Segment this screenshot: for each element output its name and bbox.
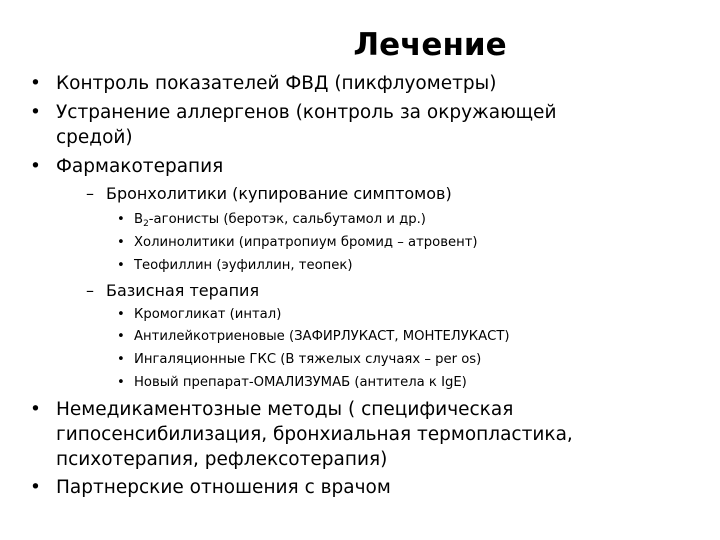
bullet-dot: • — [117, 329, 125, 344]
bullet-dot: • — [30, 477, 41, 498]
bullet-dot: • — [117, 375, 125, 390]
subsubitem-b2-agonists: $B_2$-агонисты (беротэк, сальбутамол и др.) — [134, 212, 426, 229]
bullet-dot: • — [117, 258, 125, 273]
subitem-bronchodilators: Бронхолитики (купирование симптомов) — [106, 184, 452, 203]
bullet-dot: • — [117, 212, 125, 227]
dash-marker: – — [86, 281, 94, 300]
subsubitem-antileukotrienes: Антилейкотриеновые (ЗАФИРЛУКАСТ, МОНТЕЛУКАСТ) — [134, 329, 510, 344]
bullet-text-4: Немедикаментозные методы ( специфическая — [56, 399, 514, 420]
bullet-dot: • — [117, 352, 125, 367]
subsubitem-cromoglycate: Кромогликат (интал) — [134, 307, 282, 322]
bullet-text-4-cont-1: гипосенсибилизация, бронхиальная термопластика, — [56, 424, 573, 445]
bullet-text-2-cont: средой) — [56, 127, 133, 148]
bullet-text-2: Устранение аллергенов (контроль за окружающей — [56, 102, 557, 123]
bullet-dot: • — [30, 102, 41, 123]
bullet-dot: • — [30, 73, 41, 94]
bullet-text-1: Контроль показателей ФВД (пикфлуометры) — [56, 73, 497, 94]
subsubitem-anticholinergics: Холинолитики (ипратропиум бромид – атровент) — [134, 235, 478, 250]
subsubitem-theophylline: Теофиллин (эуфиллин, теопек) — [134, 258, 353, 273]
bullet-text-5: Партнерские отношения с врачом — [56, 477, 391, 498]
subitem-basic-therapy: Базисная терапия — [106, 281, 260, 300]
bullet-text-3: Фармакотерапия — [56, 156, 224, 177]
bullet-dot: • — [117, 307, 125, 322]
bullet-dot: • — [30, 399, 41, 420]
slide-title: Лечение — [353, 27, 507, 63]
dash-marker: – — [86, 184, 94, 203]
subsubitem-inhaled-gcs: Ингаляционные ГКС (В тяжелых случаях – per os) — [134, 352, 482, 367]
bullet-text-4-cont-2: психотерапия, рефлексотерапия) — [56, 449, 388, 470]
bullet-dot: • — [117, 235, 125, 250]
bullet-dot: • — [30, 156, 41, 177]
subsubitem-omalizumab: Новый препарат-ОМАЛИЗУМАБ (антитела к IgE) — [134, 375, 467, 390]
